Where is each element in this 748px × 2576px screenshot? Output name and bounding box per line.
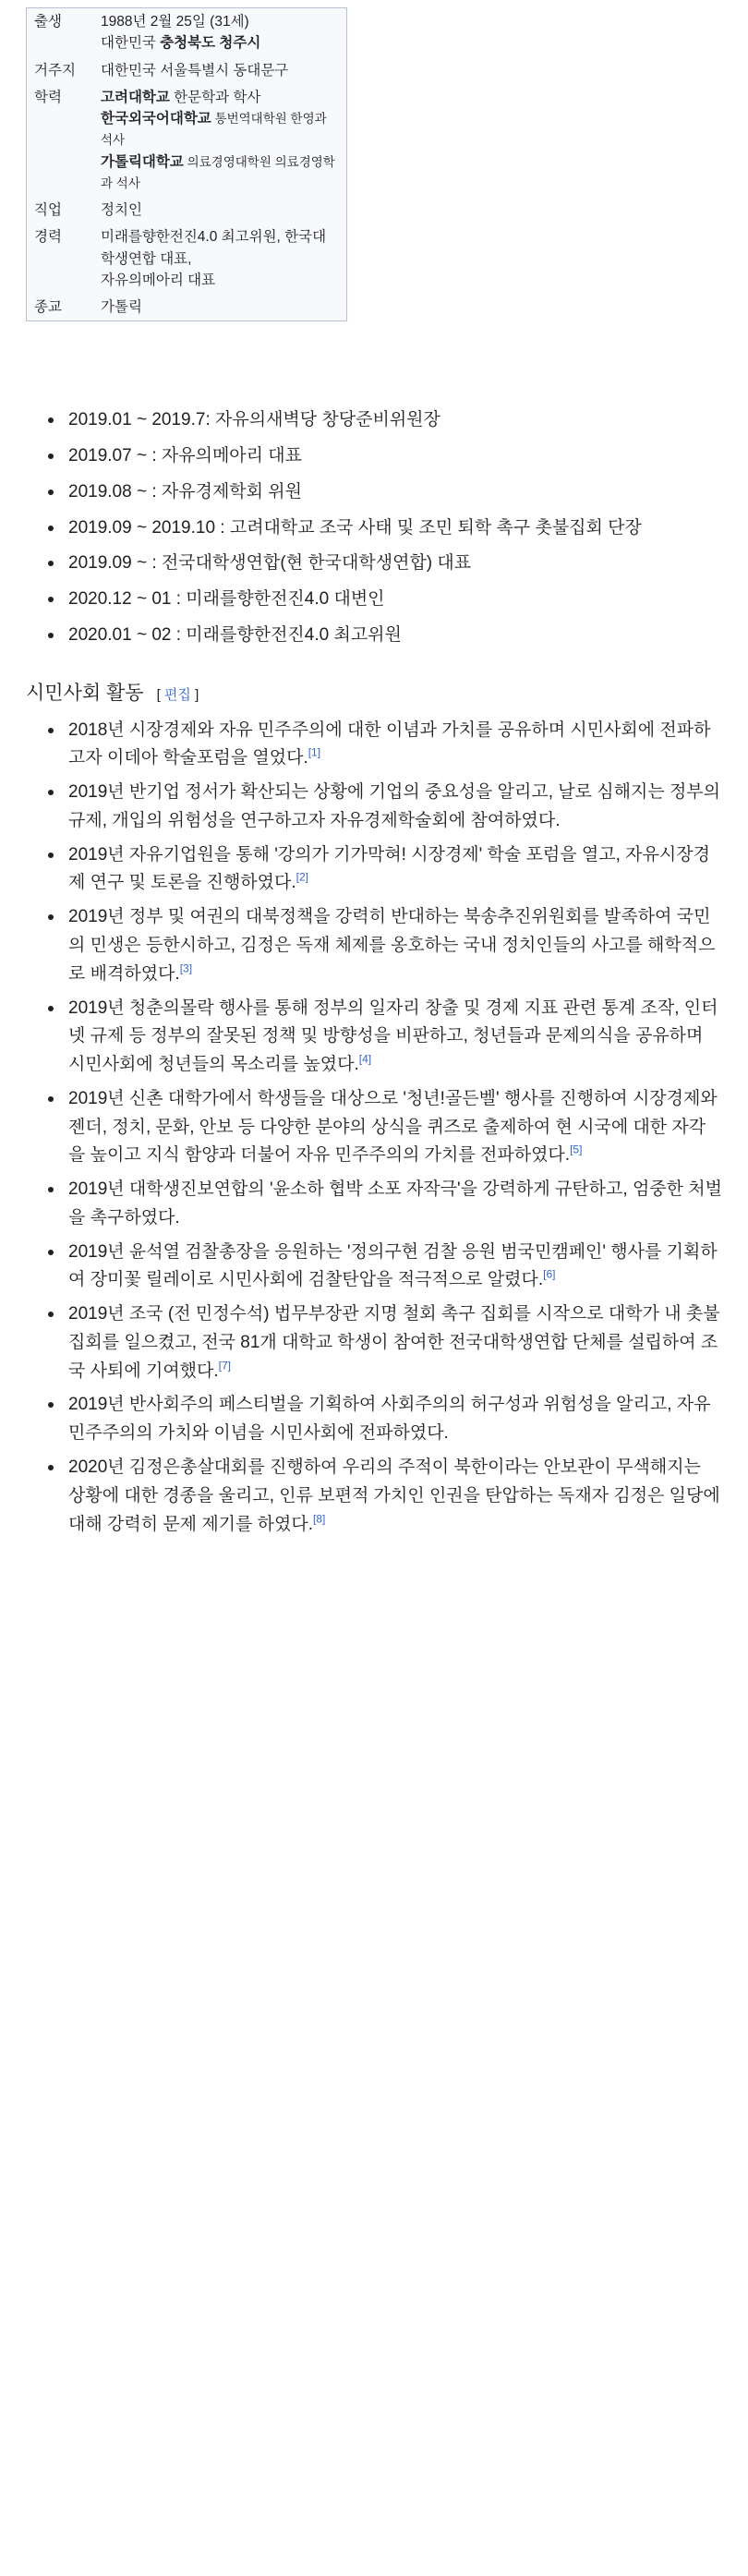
infobox-label-occupation: 직업 bbox=[34, 202, 62, 218]
section-title: 시민사회 활동 bbox=[26, 682, 144, 704]
list-item bbox=[42, 1239, 722, 1296]
education-school-1: 고려대학교 bbox=[101, 89, 170, 105]
infobox-row-career bbox=[27, 224, 347, 294]
section-heading-civil-society bbox=[26, 678, 722, 709]
residence-text: 대한민국 서울특별시 동대문구 bbox=[101, 62, 289, 79]
reference-marker[interactable] bbox=[180, 961, 192, 974]
reference-link[interactable]: [7] bbox=[218, 1359, 232, 1373]
reference-link[interactable]: [5] bbox=[570, 1143, 583, 1156]
infobox-row-education bbox=[27, 84, 347, 197]
infobox-label-birth: 출생 bbox=[34, 14, 62, 30]
list-item: 2019.08 ~ : 자유경제학회 위원 bbox=[42, 478, 722, 507]
activity-text: 2019년 자유기업원을 통해 '강의가 기가막혀! 시장경제' 학술 포럼을 열고, 자유시장경제 연구 및 토론을 진행하였다. bbox=[68, 844, 710, 893]
education-detail-2: 통번역대학원 한영과 석사 bbox=[101, 112, 327, 148]
article-body bbox=[0, 406, 748, 1581]
education-line-3 bbox=[101, 151, 337, 195]
list-item bbox=[42, 1391, 722, 1448]
infobox-value-education bbox=[95, 84, 347, 197]
infobox-value-residence bbox=[95, 57, 347, 84]
edit-link[interactable]: 편집 bbox=[163, 686, 191, 703]
activity-text: 2019년 청춘의몰락 행사를 통해 정부의 일자리 창출 및 경제 지표 관련 통계 조작, 인터넷 규제 등 정부의 잘못된 정책 및 방향성을 비판하고, 청년들과 문제의식을 공유하며 시민사회에 청년들의 목소리를 높였다. bbox=[68, 998, 718, 1075]
list-item bbox=[42, 841, 722, 899]
activity-text: 2019년 반기업 정서가 확산되는 상황에 기업의 중요성을 알리고, 날로 심해지는 정부의 규제, 개입의 위험성을 연구하고자 자유경제학술회에 참여하였다. bbox=[68, 782, 721, 830]
career-line-1: 미래를향한전진4.0 최고위원, 한국대학생연합 대표, bbox=[101, 229, 327, 267]
reference-link[interactable]: [6] bbox=[543, 1268, 556, 1282]
list-item: 2020.01 ~ 02 : 미래를향한전진4.0 최고위원 bbox=[42, 622, 722, 650]
bracket-close: ] bbox=[195, 686, 199, 703]
activity-text: 2019년 신촌 대학가에서 학생들을 대상으로 '청년!골든벨' 행사를 진행하여 시장경제와 젠더, 정치, 문화, 안보 등 다양한 분야의 상식을 퀴즈로 출제하여 현 시국에 대한 자각을 높이고 지식 함양과 더불어 자유 민주주의의 가치를 전파하였다. bbox=[68, 1088, 718, 1166]
activity-text: 2019년 조국 (전 민정수석) 법무부장관 지명 철회 촉구 집회를 시작으로 대학가 내 촛불집회를 일으켰고, 전국 81개 대학교 학생이 참여한 전국대학생연합 단체를 설립하여 조국 사퇴에 기여했다. bbox=[68, 1304, 720, 1381]
education-detail-1: 한문학과 학사 bbox=[169, 89, 261, 105]
infobox-label-residence: 거주지 bbox=[34, 62, 76, 79]
education-line-2 bbox=[101, 108, 337, 151]
list-item bbox=[42, 995, 722, 1080]
infobox-row-birth bbox=[27, 8, 347, 57]
reference-marker[interactable] bbox=[219, 1359, 231, 1372]
reference-link[interactable]: [2] bbox=[296, 871, 308, 885]
infobox-container bbox=[0, 0, 748, 321]
career-timeline-list bbox=[26, 406, 722, 649]
spacer bbox=[0, 321, 748, 406]
civil-society-activities-list bbox=[26, 717, 722, 1540]
education-school-3: 가톨릭대학교 bbox=[101, 153, 184, 170]
religion-text: 가톨릭 bbox=[101, 299, 142, 315]
infobox-value-career bbox=[95, 224, 347, 294]
reference-marker[interactable] bbox=[543, 1268, 555, 1281]
list-item: 2019.09 ~ : 전국대학생연합(현 한국대학생연합) 대표 bbox=[42, 550, 722, 578]
reference-link[interactable]: [8] bbox=[313, 1512, 326, 1526]
infobox-label-career: 경력 bbox=[34, 229, 62, 246]
reference-marker[interactable] bbox=[570, 1143, 582, 1156]
list-item: 2020.12 ~ 01 : 미래를향한전진4.0 대변인 bbox=[42, 586, 722, 614]
infobox-row-residence bbox=[27, 57, 347, 84]
occupation-text: 정치인 bbox=[101, 202, 142, 218]
list-item bbox=[42, 1176, 722, 1233]
reference-marker[interactable] bbox=[308, 746, 320, 759]
infobox-label-religion: 종교 bbox=[34, 299, 62, 315]
list-item: 2019.01 ~ 2019.7: 자유의새벽당 창당준비위원장 bbox=[42, 406, 722, 435]
list-item bbox=[42, 1085, 722, 1170]
activity-text: 2018년 시장경제와 자유 민주주의에 대한 이념과 가치를 공유하며 시민사회에 전파하고자 이데아 학술포럼을 열었다. bbox=[68, 720, 711, 768]
list-item bbox=[42, 1300, 722, 1385]
list-item: 2019.09 ~ 2019.10 : 고려대학교 조국 사태 및 조민 퇴학 촉구 촛불집회 단장 bbox=[42, 514, 722, 543]
reference-marker[interactable] bbox=[296, 871, 308, 884]
activity-text: 2019년 윤석열 검찰총장을 응원하는 '정의구현 검찰 응원 범국민캠페인' 행사를 기획하여 장미꽃 릴레이로 시민사회에 검찰탄압을 적극적으로 알렸다. bbox=[68, 1241, 718, 1290]
education-line-1 bbox=[101, 87, 337, 108]
infobox-value-birth bbox=[95, 8, 347, 57]
activity-text: 2019년 반사회주의 페스티벌을 기획하여 사회주의의 허구성과 위험성을 알리고, 자유 민주주의의 가치와 이념을 시민사회에 전파하였다. bbox=[68, 1395, 711, 1444]
reference-link[interactable]: [4] bbox=[358, 1052, 372, 1066]
list-item bbox=[42, 779, 722, 836]
infobox-value-religion bbox=[95, 294, 347, 321]
list-item bbox=[42, 1454, 722, 1539]
edit-section-control bbox=[157, 684, 199, 704]
career-line-2: 자유의메아리 대표 bbox=[101, 272, 216, 288]
infobox-row-occupation bbox=[27, 197, 347, 224]
activity-text: 2019년 정부 및 여권의 대북정책을 강력히 반대하는 북송추진위원회를 발족하여 국민의 민생은 등한시하고, 김정은 독재 체제를 옹호하는 국내 정치인들의 사고를 해학적으로 배격하였다. bbox=[68, 907, 716, 984]
list-item bbox=[42, 717, 722, 774]
activity-text: 2020년 김정은총살대회를 진행하여 우리의 주적이 북한이라는 안보관이 무색해지는 상황에 대한 경종을 울리고, 인류 보편적 가치인 인권을 탄압하는 독재자 김정은 일당에 대해 강력히 문제 제기를 하였다. bbox=[68, 1457, 720, 1534]
birth-place: 대한민국 충청북도 청주시 bbox=[101, 35, 261, 52]
activity-text: 2019년 대학생진보연합의 '윤소하 협박 소포 자작극'을 강력하게 규탄하고, 엄중한 처벌을 촉구하였다. bbox=[68, 1179, 722, 1228]
education-detail-3: 의료경영대학원 의료경영학과 석사 bbox=[101, 154, 335, 190]
infobox-value-occupation bbox=[95, 197, 347, 224]
infobox-row-religion bbox=[27, 294, 347, 321]
list-item: 2019.07 ~ : 자유의메아리 대표 bbox=[42, 442, 722, 471]
bracket-open: [ bbox=[156, 686, 161, 703]
reference-marker[interactable] bbox=[313, 1512, 325, 1525]
person-infobox bbox=[26, 7, 347, 321]
reference-link[interactable]: [1] bbox=[308, 746, 321, 760]
list-item bbox=[42, 903, 722, 988]
infobox-label-education: 학력 bbox=[34, 89, 62, 105]
birth-place-city: 충청북도 청주시 bbox=[160, 35, 261, 52]
reference-link[interactable]: [3] bbox=[179, 961, 193, 975]
birth-date: 1988년 2월 25일 (31세) bbox=[101, 14, 249, 30]
reference-marker[interactable] bbox=[359, 1053, 371, 1066]
education-school-2: 한국외국어대학교 bbox=[101, 111, 211, 127]
bottom-spacer bbox=[26, 1544, 722, 1581]
